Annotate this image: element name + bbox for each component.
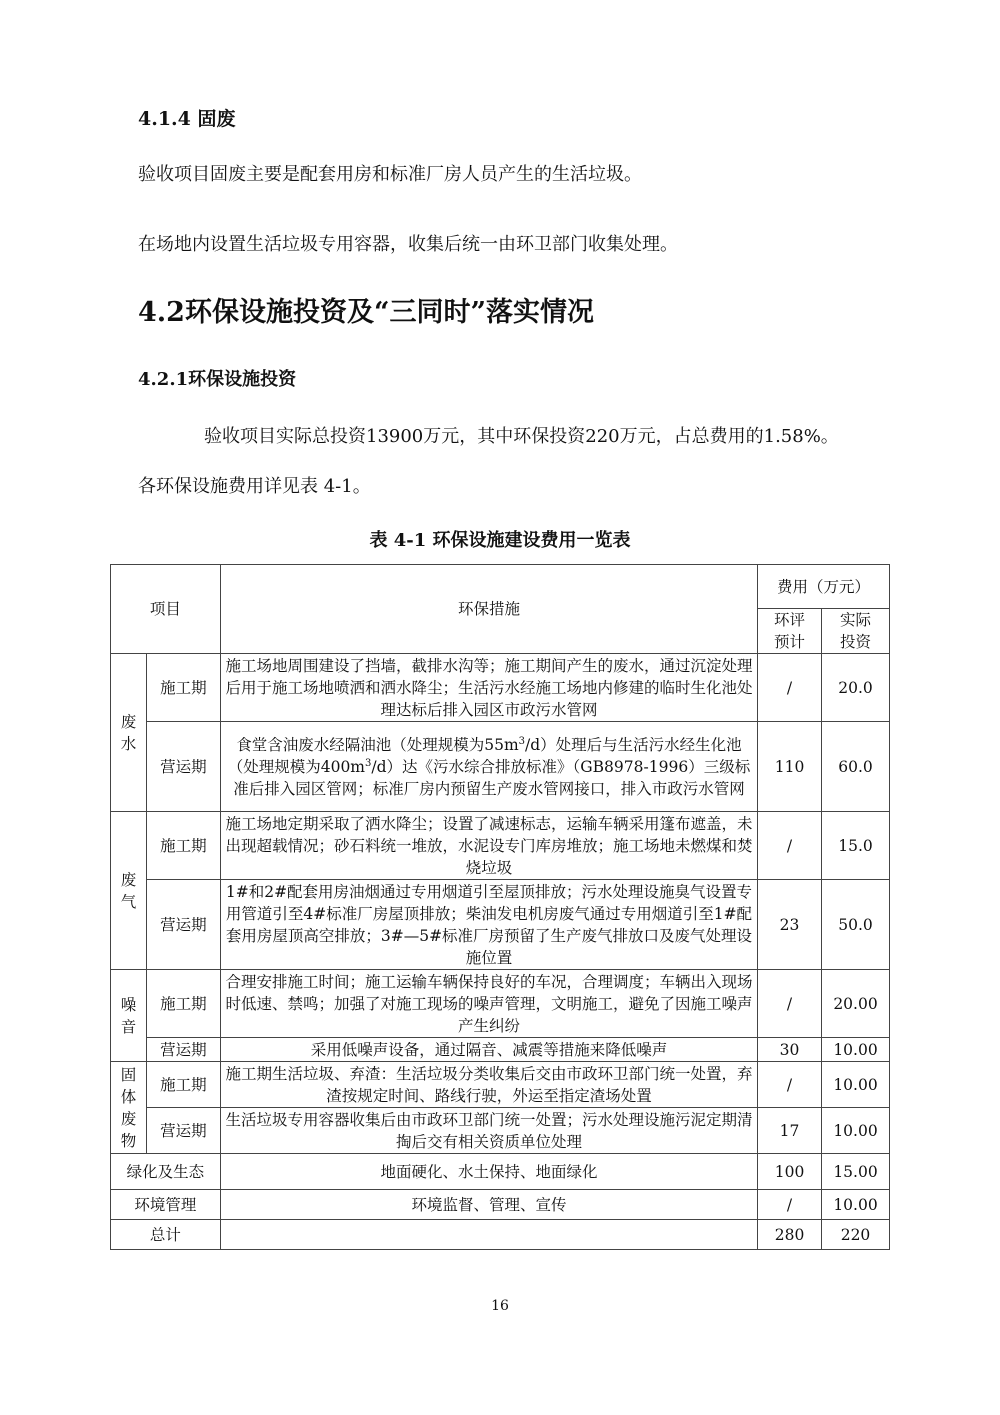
actual-cell: 15.0 bbox=[822, 812, 890, 880]
actual-cell: 220 bbox=[822, 1220, 890, 1250]
actual-cell: 20.0 bbox=[822, 654, 890, 722]
estimated-cell: / bbox=[758, 970, 822, 1038]
measure-cell: 1#和2#配套用房油烟通过专用烟道引至屋顶排放；污水处理设施臭气设置专用管道引至4#标准厂房屋顶排放；柴油发电机房废气通过专用烟道引至1#配套用房屋顶高空排放；3#—5#标准厂房预留了生产废气排放口及废气处理设施位置 bbox=[220, 880, 757, 970]
estimated-cell: / bbox=[758, 812, 822, 880]
estimated-cell: 100 bbox=[758, 1154, 822, 1190]
estimated-cell: 30 bbox=[758, 1038, 822, 1062]
category-cell bbox=[111, 1062, 147, 1154]
measure-cell: 施工场地定期采取了洒水降尘；设置了减速标志，运输车辆采用篷布遮盖，未出现超载情况；砂石料统一堆放，水泥设专门库房堆放；施工场地未燃煤和焚烧垃圾 bbox=[220, 812, 757, 880]
table-row bbox=[111, 880, 890, 970]
header-item: 项目 bbox=[111, 565, 221, 654]
section-heading-4-1-4: 4.1.4 固废 bbox=[138, 108, 236, 130]
table-row bbox=[111, 1108, 890, 1154]
measure-text: /d）处理后与生活污水经生化池（处理规模为400m bbox=[227, 735, 742, 776]
category-cell bbox=[111, 812, 147, 970]
actual-cell: 10.00 bbox=[822, 1062, 890, 1108]
estimated-cell: / bbox=[758, 1062, 822, 1108]
actual-cell: 10.00 bbox=[822, 1038, 890, 1062]
section-heading-4-2-1: 4.2.1环保设施投资 bbox=[138, 369, 297, 390]
item-cell: 绿化及生态 bbox=[111, 1154, 221, 1190]
actual-cell: 60.0 bbox=[822, 722, 890, 812]
table-row-total bbox=[111, 1220, 890, 1250]
header-estimated bbox=[758, 609, 822, 654]
actual-cell: 10.00 bbox=[822, 1190, 890, 1220]
table-row-management bbox=[111, 1190, 890, 1220]
section-heading-4-2: 4.2环保设施投资及“三同时”落实情况 bbox=[138, 297, 595, 328]
estimated-cell: 23 bbox=[758, 880, 822, 970]
category-cell bbox=[111, 970, 147, 1062]
measure-cell bbox=[220, 722, 757, 812]
header-estimated-text: 环评预计 bbox=[774, 611, 806, 651]
superscript: 3 bbox=[518, 735, 526, 747]
measure-cell: 施工场地周围建设了挡墙，截排水沟等；施工期间产生的废水，通过沉淀处理后用于施工场地喷洒和洒水降尘；生活污水经施工场地内修建的临时生化池处理达标后排入园区市政污水管网 bbox=[220, 654, 757, 722]
phase-cell: 营运期 bbox=[146, 1038, 220, 1062]
measure-cell: 合理安排施工时间；施工运输车辆保持良好的车况，合理调度；车辆出入现场时低速、禁鸣；加强了对施工现场的噪声管理，文明施工，避免了因施工噪声产生纠纷 bbox=[220, 970, 757, 1038]
category-label: 噪音 bbox=[120, 995, 137, 1036]
measure-text: /d）达《污水综合排放标准》（GB8978-1996）三级标准后排入园区管网；标准厂房内预留生产废水管网接口，排入市政污水管网 bbox=[233, 757, 751, 798]
actual-cell: 15.00 bbox=[822, 1154, 890, 1190]
actual-cell: 20.00 bbox=[822, 970, 890, 1038]
measure-cell bbox=[220, 1220, 757, 1250]
estimated-cell: / bbox=[758, 1190, 822, 1220]
table-row bbox=[111, 1062, 890, 1108]
page-number: 16 bbox=[491, 1298, 509, 1314]
item-cell: 总计 bbox=[111, 1220, 221, 1250]
phase-cell: 施工期 bbox=[146, 970, 220, 1038]
header-row bbox=[111, 565, 890, 609]
category-cell bbox=[111, 654, 147, 812]
measure-cell: 地面硬化、水土保持、地面绿化 bbox=[220, 1154, 757, 1190]
header-actual bbox=[822, 609, 890, 654]
estimated-cell: / bbox=[758, 654, 822, 722]
cost-table bbox=[110, 564, 890, 1250]
phase-cell: 营运期 bbox=[146, 722, 220, 812]
table-caption: 表 4-1 环保设施建设费用一览表 bbox=[369, 530, 631, 551]
header-cost: 费用（万元） bbox=[758, 565, 890, 609]
table-row bbox=[111, 812, 890, 880]
item-cell: 环境管理 bbox=[111, 1190, 221, 1220]
phase-cell: 营运期 bbox=[146, 880, 220, 970]
estimated-cell: 17 bbox=[758, 1108, 822, 1154]
table-row bbox=[111, 1038, 890, 1062]
phase-cell: 施工期 bbox=[146, 1062, 220, 1108]
category-label: 废水 bbox=[120, 712, 137, 753]
paragraph-table-ref: 各环保设施费用详见表 4-1。 bbox=[138, 476, 371, 497]
header-actual-text: 实际投资 bbox=[839, 611, 871, 651]
header-measures: 环保措施 bbox=[220, 565, 757, 654]
superscript: 3 bbox=[365, 757, 372, 769]
table-row-green bbox=[111, 1154, 890, 1190]
actual-cell: 10.00 bbox=[822, 1108, 890, 1154]
measure-cell: 施工期生活垃圾、弃渣：生活垃圾分类收集后交由市政环卫部门统一处置，弃渣按规定时间、路线行驶，外运至指定渣场处置 bbox=[220, 1062, 757, 1108]
paragraph-investment: 验收项目实际总投资13900万元，其中环保投资220万元，占总费用的1.58%。 bbox=[204, 426, 839, 447]
phase-cell: 营运期 bbox=[146, 1108, 220, 1154]
paragraph: 在场地内设置生活垃圾专用容器，收集后统一由环卫部门收集处理。 bbox=[138, 234, 678, 255]
phase-cell: 施工期 bbox=[146, 812, 220, 880]
category-label: 固体废物 bbox=[120, 1065, 137, 1150]
phase-cell: 施工期 bbox=[146, 654, 220, 722]
table-row bbox=[111, 654, 890, 722]
measure-cell: 生活垃圾专用容器收集后由市政环卫部门统一处置；污水处理设施污泥定期清掏后交有相关资质单位处理 bbox=[220, 1108, 757, 1154]
measure-text: 食堂含油废水经隔油池（处理规模为55m bbox=[236, 735, 519, 754]
measure-cell: 环境监督、管理、宣传 bbox=[220, 1190, 757, 1220]
estimated-cell: 110 bbox=[758, 722, 822, 812]
table-row bbox=[111, 970, 890, 1038]
estimated-cell: 280 bbox=[758, 1220, 822, 1250]
table-row bbox=[111, 722, 890, 812]
measure-cell: 采用低噪声设备，通过隔音、减震等措施来降低噪声 bbox=[220, 1038, 757, 1062]
actual-cell: 50.0 bbox=[822, 880, 890, 970]
paragraph: 验收项目固废主要是配套用房和标准厂房人员产生的生活垃圾。 bbox=[138, 164, 642, 185]
category-label: 废气 bbox=[120, 870, 137, 911]
